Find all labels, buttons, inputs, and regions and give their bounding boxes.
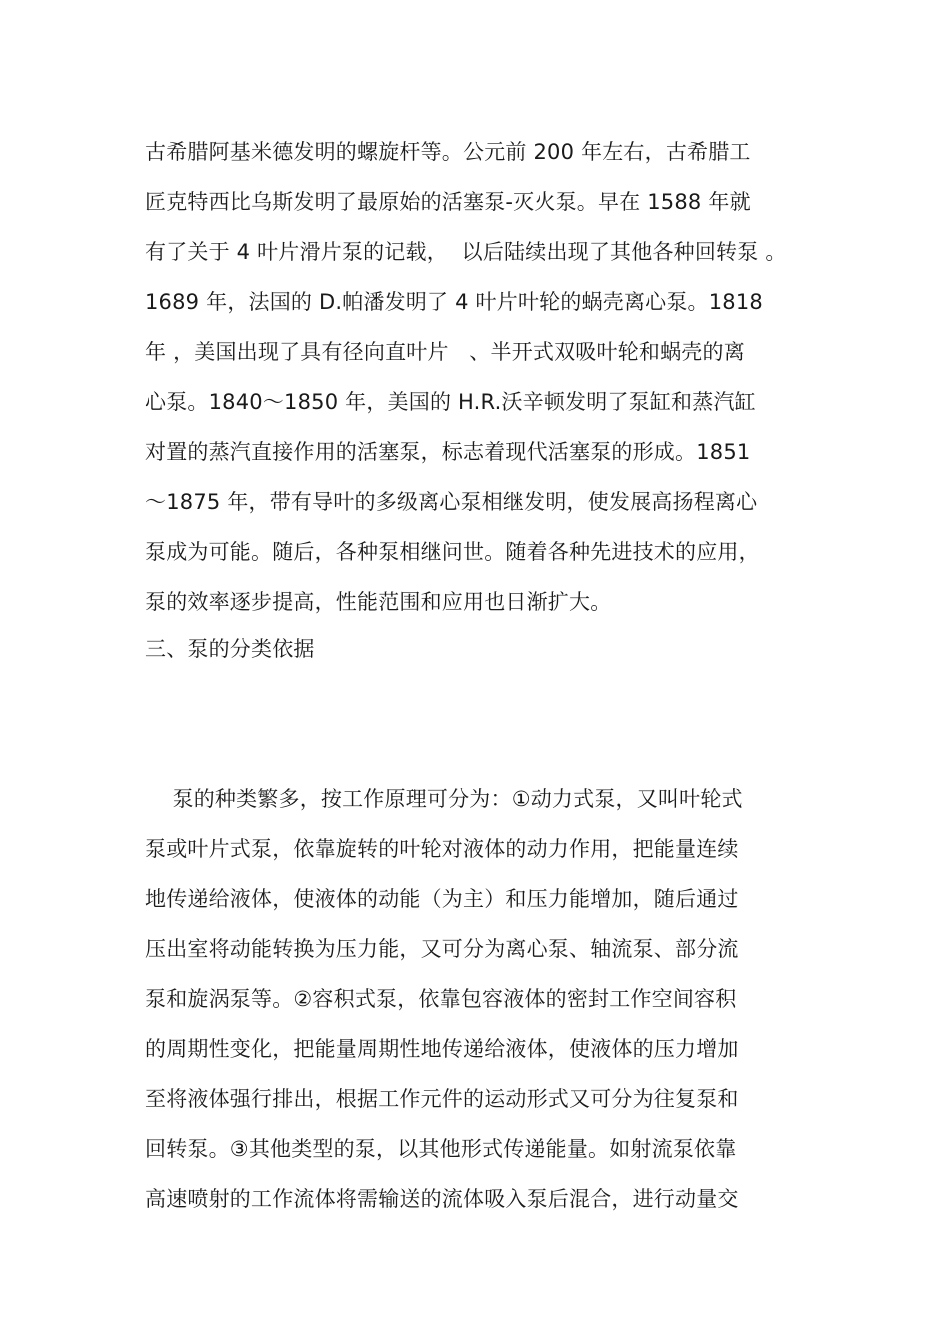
paragraph-1-line-5: 年 ，美国出现了具有径向直叶片 、半开式双吸叶轮和蜗壳的离 [145,340,745,364]
paragraph-2-line-8: 回转泵。③其他类型的泵，以其他形式传递能量。如射流泵依靠 [145,1137,737,1161]
paragraph-1-line-2: 匠克特西比乌斯发明了最原始的活塞泵-灭火泵。早在 1588 年就 [145,190,751,214]
paragraph-2-line-6: 的周期性变化，把能量周期性地传递给液体，使液体的压力增加 [145,1037,739,1061]
paragraph-2-line-4: 压出室将动能转换为压力能，又可分为离心泵、轴流泵、部分流 [145,937,739,961]
paragraph-2-line-5: 泵和旋涡泵等。②容积式泵，依靠包容液体的密封工作空间容积 [145,987,737,1011]
paragraph-1-line-8: ～1875 年，带有导叶的多级离心泵相继发明，使发展高扬程离心 [145,490,758,514]
paragraph-1-line-7: 对置的蒸汽直接作用的活塞泵，标志着现代活塞泵的形成。1851 [145,440,751,464]
paragraph-2-line-9: 高速喷射的工作流体将需输送的流体吸入泵后混合，进行动量交 [145,1187,739,1211]
paragraph-2-line-2: 泵或叶片式泵，依靠旋转的叶轮对液体的动力作用，把能量连续 [145,837,739,861]
paragraph-2-line-7: 至将液体强行排出，根据工作元件的运动形式又可分为往复泵和 [145,1087,739,1111]
section-heading: 三、泵的分类依据 [145,637,315,661]
paragraph-2-line-3: 地传递给液体，使液体的动能（为主）和压力能增加，随后通过 [145,887,739,911]
paragraph-1-line-3: 有了关于 4 叶片滑片泵的记载， 以后陆续出现了其他各种回转泵 。 [145,240,787,264]
paragraph-1-line-4: 1689 年，法国的 D.帕潘发明了 4 叶片叶轮的蜗壳离心泵。1818 [145,290,763,314]
paragraph-1-line-10: 泵的效率逐步提高，性能范围和应用也日渐扩大。 [145,590,612,614]
paragraph-2-line-1: 泵的种类繁多，按工作原理可分为：①动力式泵，又叫叶轮式 [145,787,743,811]
paragraph-1-line-6: 心泵。1840～1850 年，美国的 H.R.沃辛顿发明了泵缸和蒸汽缸 [145,390,756,414]
paragraph-1-line-1: 古希腊阿基米德发明的螺旋杆等。公元前 200 年左右，古希腊工 [145,140,751,164]
paragraph-1-line-9: 泵成为可能。随后，各种泵相继问世。随着各种先进技术的应用， [145,540,760,564]
